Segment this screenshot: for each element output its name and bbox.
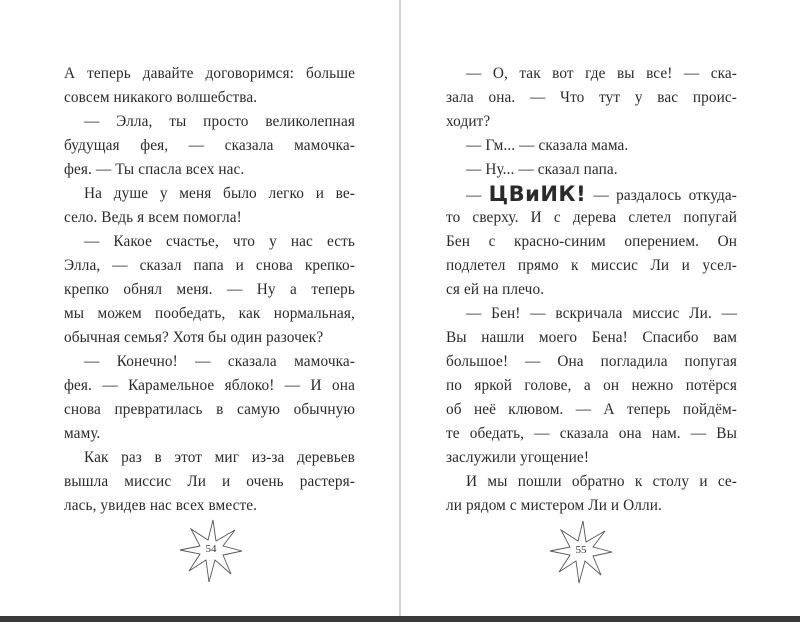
page-text	[446, 62, 737, 518]
text-line: те обедать, — сказала она нам. — Вы	[446, 425, 737, 442]
text-line: вышла миссис Ли и очень растеря-	[64, 473, 355, 490]
text-line: ся ей на плечо.	[446, 281, 545, 298]
text-line: по яркой голове, а он нежно потёрся	[446, 377, 737, 394]
text-line: крепко обнял меня. — Ну а теперь	[64, 281, 355, 298]
text-line: будущая фея, — сказала мамочка-	[64, 137, 355, 154]
page-number: 55	[575, 544, 587, 556]
text-line: Вы нашли моего Бена! Спасибо вам	[446, 329, 737, 346]
left-page	[0, 0, 399, 616]
text-line: заслужили угощение!	[446, 449, 590, 466]
text-line: большое! — Она погладила попугая	[446, 353, 737, 370]
right-page	[401, 0, 800, 616]
text-line: лась, увидев нас всех вместе.	[64, 497, 258, 514]
text-line: село. Ведь я всем помогла!	[64, 209, 242, 226]
text-line: И мы пошли обратно к столу и се-	[466, 473, 737, 490]
text-line: А теперь давайте договоримся: больше	[64, 65, 355, 82]
text-line: — Элла, ты просто великолепная	[84, 113, 355, 130]
text-line: фея. — Ты спасла всех нас.	[64, 161, 245, 178]
text-line: снова превратилась в самую обычную	[64, 401, 355, 418]
text-line: — О, так вот где вы все! — ска-	[466, 65, 737, 82]
text-line: то сверху. И с дерева слетел попугай	[446, 209, 737, 226]
page-number-star	[179, 519, 243, 583]
text-fragment: —	[466, 187, 489, 204]
page-text	[64, 62, 355, 518]
text-line: ли рядом с мистером Ли и Олли.	[446, 497, 662, 514]
text-line: совсем никакого волшебства.	[64, 89, 258, 106]
text-line: Элла, — сказал папа и снова крепко-	[64, 257, 355, 274]
scan-bottom-edge	[0, 616, 800, 622]
text-line: об неё клювом. — А теперь пойдём-	[446, 401, 737, 418]
text-line: — Какое счастье, что у нас есть	[84, 233, 355, 250]
text-line: Бен с красно-синим оперением. Он	[446, 233, 737, 250]
text-line: зала она. — Что тут у вас проис-	[446, 89, 737, 106]
text-line: ходит?	[446, 113, 491, 130]
text-line: — Конечно! — сказала мамочка-	[84, 353, 355, 370]
text-line: На душе у меня было легко и ве-	[84, 185, 355, 202]
text-line	[446, 182, 737, 206]
text-line: мы можем пообедать, как нормальная,	[64, 305, 355, 322]
page-number-star	[549, 520, 613, 584]
text-line: обычная семья? Хотя бы один разочек?	[64, 329, 324, 346]
text-line: — Бен! — вскричала миссис Ли. —	[466, 305, 737, 322]
text-line: фея. — Карамельное яблоко! — И она	[64, 377, 355, 394]
page-number: 54	[205, 543, 217, 555]
text-line: — Гм... — сказала мама.	[466, 137, 629, 154]
text-fragment: — раздалось откуда-	[586, 187, 737, 204]
text-line: Как раз в этот миг из-за деревьев	[84, 449, 355, 466]
text-line: подлетел прямо к миссис Ли и усел-	[446, 257, 737, 274]
sound-effect-text: ЦВиИК!	[488, 182, 587, 206]
text-line: маму.	[64, 425, 101, 442]
text-line: — Ну... — сказал папа.	[466, 161, 618, 178]
